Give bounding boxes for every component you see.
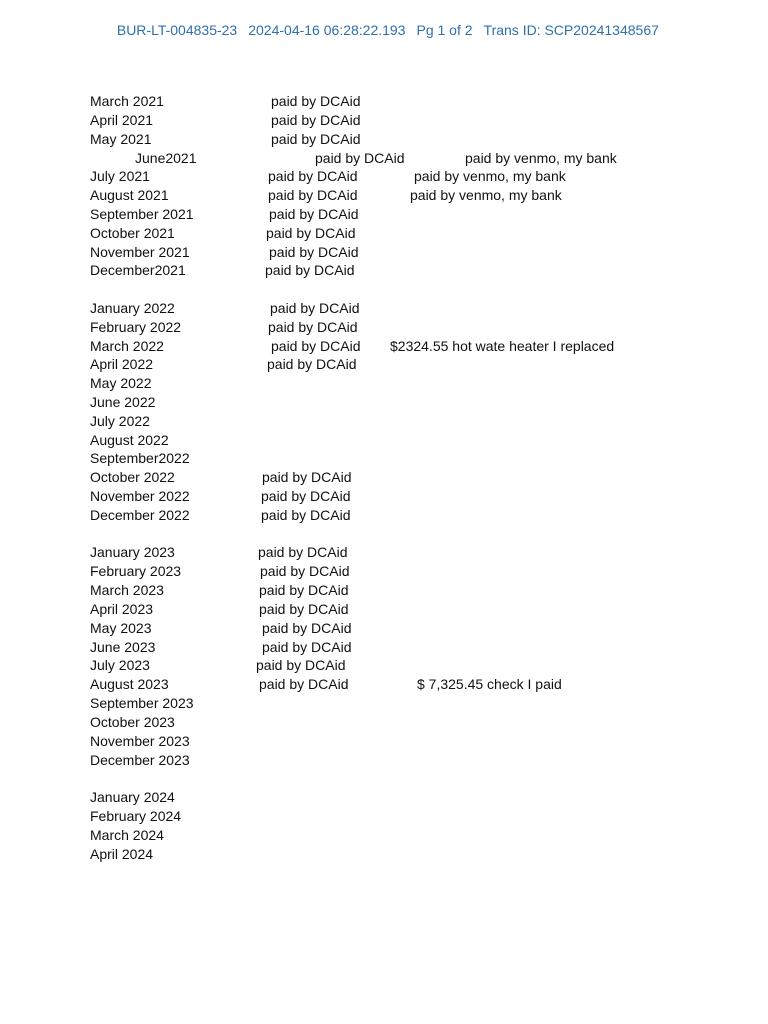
month-label: November 2021 [90, 244, 190, 260]
month-label: August 2021 [90, 187, 169, 203]
payment-status: paid by DCAid [271, 112, 361, 128]
month-label: August 2022 [90, 432, 169, 448]
month-label: January 2023 [90, 544, 175, 560]
payment-status: paid by DCAid [271, 93, 361, 109]
payment-status: paid by DCAid [269, 206, 359, 222]
month-label: July 2022 [90, 413, 150, 429]
month-label: October 2023 [90, 714, 175, 730]
month-label: November 2022 [90, 488, 190, 504]
payment-status: paid by DCAid [270, 300, 360, 316]
month-label: September 2021 [90, 206, 194, 222]
month-label: June2021 [135, 150, 197, 166]
payment-status: paid by DCAid [256, 657, 346, 673]
month-label: December 2022 [90, 507, 190, 523]
case-number: BUR-LT-004835-23 [116, 22, 238, 38]
month-label: June 2023 [90, 639, 156, 655]
month-label: February 2024 [90, 808, 182, 824]
month-label: April 2024 [90, 846, 154, 862]
payment-status: paid by DCAid [265, 262, 355, 278]
payment-note: $ 7,325.45 check I paid [417, 676, 562, 692]
payment-status: paid by DCAid [268, 168, 358, 184]
month-label: January 2022 [90, 300, 175, 316]
payment-note: paid by venmo, my bank [465, 150, 617, 166]
month-label: July 2023 [90, 657, 150, 673]
month-label: October 2021 [90, 225, 175, 241]
payment-note: $2324.55 hot wate heater I replaced [390, 338, 615, 354]
payment-note: paid by venmo, my bank [410, 187, 562, 203]
month-label: March 2021 [90, 93, 164, 109]
month-label: December2021 [90, 262, 186, 278]
payment-status: paid by DCAid [262, 639, 352, 655]
month-label: February 2023 [90, 563, 182, 579]
month-label: March 2024 [90, 827, 164, 843]
month-label: January 2024 [90, 789, 175, 805]
payment-status: paid by DCAid [262, 469, 352, 485]
payment-note: paid by venmo, my bank [414, 168, 566, 184]
court-filing-header [0, 3, 768, 38]
month-label: September2022 [90, 450, 190, 466]
month-label: July 2021 [90, 168, 150, 184]
month-label: March 2022 [90, 338, 164, 354]
payment-status: paid by DCAid [259, 601, 349, 617]
payment-status: paid by DCAid [259, 582, 349, 598]
payment-status: paid by DCAid [260, 563, 350, 579]
payment-status: paid by DCAid [268, 319, 358, 335]
payment-status: paid by DCAid [261, 507, 351, 523]
month-label: June 2022 [90, 394, 156, 410]
month-label: October 2022 [90, 469, 175, 485]
month-label: February 2022 [90, 319, 182, 335]
month-label: April 2021 [90, 112, 154, 128]
month-label: December 2023 [90, 752, 190, 768]
page-indicator: Pg 1 of 2 [416, 22, 473, 38]
payment-status: paid by DCAid [268, 187, 358, 203]
payment-status: paid by DCAid [258, 544, 348, 560]
payment-status: paid by DCAid [259, 676, 349, 692]
payment-status: paid by DCAid [267, 356, 357, 372]
payment-status: paid by DCAid [266, 225, 356, 241]
month-label: May 2023 [90, 620, 152, 636]
month-label: May 2021 [90, 131, 152, 147]
month-label: May 2022 [90, 375, 152, 391]
month-label: April 2022 [90, 356, 154, 372]
payment-status: paid by DCAid [271, 131, 361, 147]
filing-timestamp: 2024-04-16 06:28:22.193 [248, 22, 406, 38]
month-label: November 2023 [90, 733, 190, 749]
transaction-id: Trans ID: SCP20241348567 [483, 22, 659, 38]
payment-status: paid by DCAid [271, 338, 361, 354]
payment-status: paid by DCAid [261, 488, 351, 504]
payment-status: paid by DCAid [262, 620, 352, 636]
payment-status: paid by DCAid [269, 244, 359, 260]
month-label: March 2023 [90, 582, 164, 598]
payment-status: paid by DCAid [315, 150, 405, 166]
month-label: April 2023 [90, 601, 154, 617]
month-label: September 2023 [90, 695, 194, 711]
month-label: August 2023 [90, 676, 169, 692]
